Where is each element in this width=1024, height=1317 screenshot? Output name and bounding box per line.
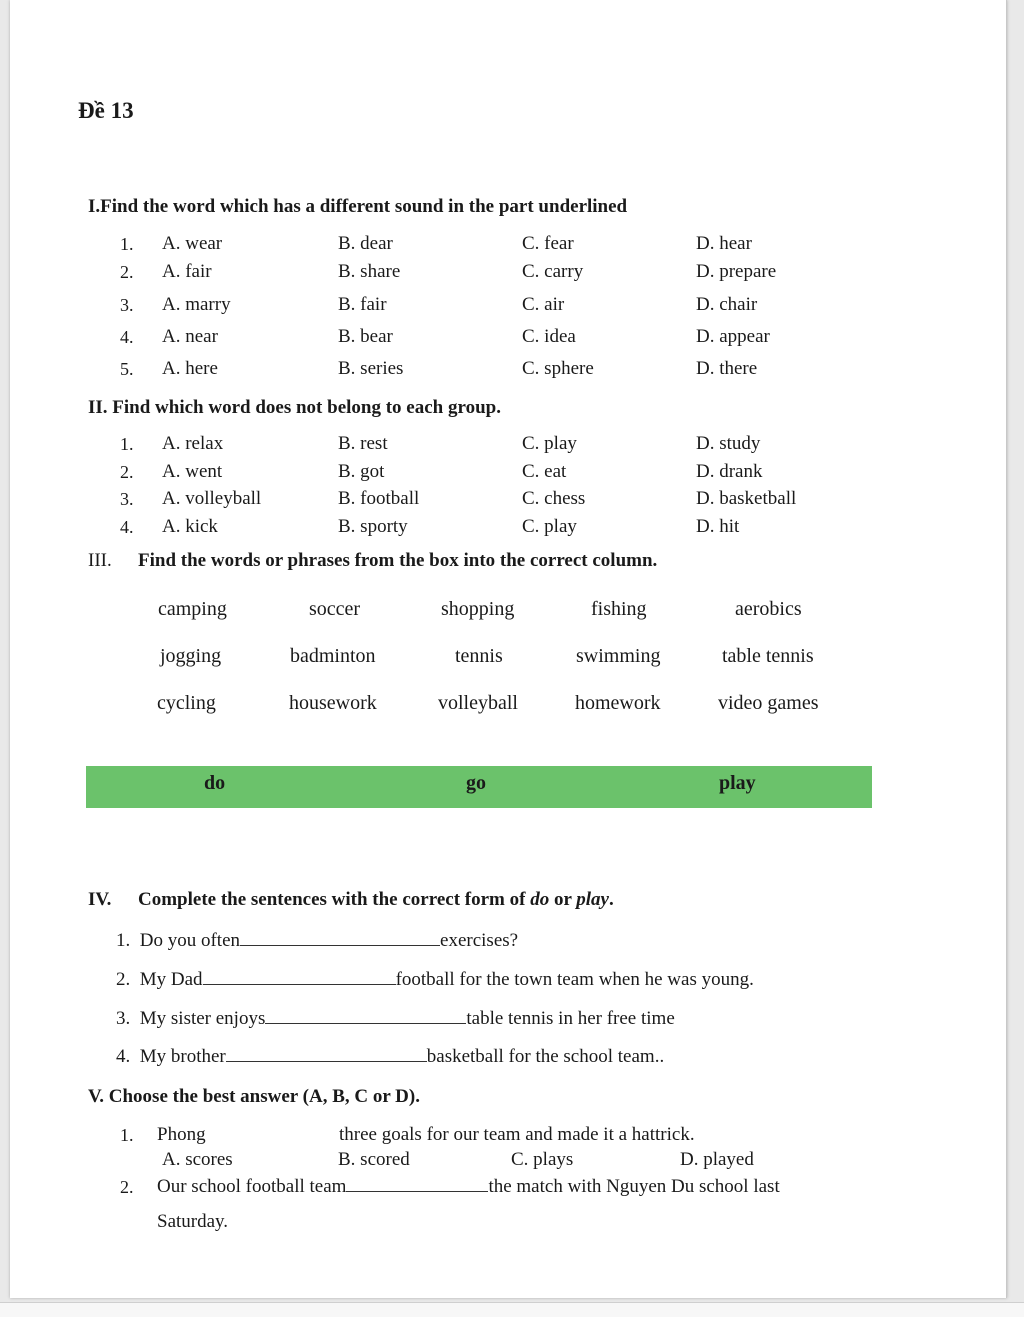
section2-heading: II. Find which word does not belong to each group. (88, 397, 501, 418)
q2-number: 2. (120, 1177, 134, 1197)
section2-item-2-option-d[interactable]: D. drank (696, 461, 763, 482)
word-box-item[interactable]: badminton (290, 645, 376, 667)
q1-option-d[interactable]: D. played (680, 1149, 754, 1170)
section1-item-2-number: 2. (120, 262, 134, 282)
section1-item-5-option-c[interactable]: C. sphere (522, 358, 594, 379)
word-box-item[interactable]: tennis (455, 645, 503, 667)
section2-item-2-option-c[interactable]: C. eat (522, 461, 567, 482)
section1-item-2-option-d[interactable]: D. prepare (696, 261, 777, 282)
word-box-item[interactable]: cycling (157, 692, 216, 714)
section1-item-2-option-b[interactable]: B. share (338, 261, 401, 282)
section1-item-4-option-d[interactable]: D. appear (696, 326, 770, 347)
q1-option-c[interactable]: C. plays (511, 1149, 574, 1170)
q2-stem-line2: Saturday. (157, 1211, 229, 1232)
section2-item-1-option-d[interactable]: D. study (696, 433, 761, 454)
section1-item-1-option-b[interactable]: B. dear (338, 233, 393, 254)
section2-item-2-number: 2. (120, 462, 134, 482)
section1-item-1-option-a[interactable]: A. wear (162, 233, 223, 254)
section1-item-5-option-a[interactable]: A. here (162, 358, 218, 379)
page-title: Đề 13 (78, 98, 134, 123)
section2-item-1-option-a[interactable]: A. relax (162, 433, 224, 454)
fill-item-2: 2. My Dad football for the town team when he was young. (116, 969, 754, 990)
section2-item-3-number: 3. (120, 489, 134, 509)
section2-item-4-option-b[interactable]: B. sporty (338, 516, 408, 537)
answer-blank[interactable] (203, 970, 396, 985)
section1-item-3-number: 3. (120, 295, 134, 315)
section2-item-3-option-a[interactable]: A. volleyball (162, 488, 262, 509)
fill-item-4: 4. My brother basketball for the school team.. (116, 1046, 665, 1067)
word-box-item[interactable]: camping (158, 598, 227, 620)
section1-item-5-option-d[interactable]: D. there (696, 358, 758, 379)
section1-item-4-option-a[interactable]: A. near (162, 326, 218, 347)
section1-item-3-option-c[interactable]: C. air (522, 294, 565, 315)
answer-blank[interactable] (240, 931, 440, 946)
answer-blank[interactable] (265, 1009, 466, 1024)
fill-item-1: 1. Do you often exercises? (116, 930, 519, 951)
section1-item-4-option-b[interactable]: B. bear (338, 326, 393, 347)
q1-option-a[interactable]: A. scores (162, 1149, 233, 1170)
section1-item-1-number: 1. (120, 234, 134, 254)
section1-item-5-number: 5. (120, 359, 134, 379)
section2-item-1-number: 1. (120, 434, 134, 454)
column-play: play (719, 772, 756, 794)
section2-item-3-option-c[interactable]: C. chess (522, 488, 586, 509)
word-box-item[interactable]: fishing (591, 598, 647, 620)
word-box-item[interactable]: shopping (441, 598, 515, 620)
section4-heading: Complete the sentences with the correct form of do or play. (138, 889, 614, 910)
section3-label: III. (88, 550, 112, 571)
section2-item-3-option-b[interactable]: B. football (338, 488, 420, 509)
word-box-item[interactable]: table tennis (722, 645, 814, 667)
word-box-item[interactable]: volleyball (438, 692, 518, 714)
section2-item-4-option-d[interactable]: D. hit (696, 516, 740, 537)
section1-item-5-option-b[interactable]: B. series (338, 358, 404, 379)
fill-item-3: 3. My sister enjoys table tennis in her free time (116, 1008, 675, 1029)
next-page-edge (0, 1302, 1024, 1317)
section2-item-2-option-a[interactable]: A. went (162, 461, 223, 482)
section1-heading: I.Find the word which has a different sound in the part underlined (88, 196, 628, 217)
section2-item-1-option-c[interactable]: C. play (522, 433, 577, 454)
q1-stem-pre: Phong (157, 1124, 206, 1145)
section2-item-3-option-d[interactable]: D. basketball (696, 488, 797, 509)
word-box-item[interactable]: soccer (309, 598, 361, 620)
q1-option-b[interactable]: B. scored (338, 1149, 410, 1170)
word-box-item[interactable]: swimming (576, 645, 661, 667)
section1-item-2-option-c[interactable]: C. carry (522, 261, 584, 282)
section3-heading: Find the words or phrases from the box into the correct column. (138, 550, 658, 571)
word-box-item[interactable]: housework (289, 692, 377, 714)
section4-label: IV. (88, 889, 112, 910)
answer-blank[interactable] (346, 1177, 488, 1192)
section2-item-4-option-a[interactable]: A. kick (162, 516, 218, 537)
section1-item-3-option-d[interactable]: D. chair (696, 294, 758, 315)
q1-number: 1. (120, 1125, 134, 1145)
section1-item-3-option-b[interactable]: B. fair (338, 294, 387, 315)
section1-item-2-option-a[interactable]: A. fair (162, 261, 212, 282)
word-box-item[interactable]: video games (718, 692, 819, 714)
section1-item-3-option-a[interactable]: A. marry (162, 294, 231, 315)
section2-item-1-option-b[interactable]: B. rest (338, 433, 388, 454)
q1-stem-post: three goals for our team and made it a hattrick. (339, 1124, 695, 1145)
answer-blank[interactable] (226, 1047, 427, 1062)
section1-item-1-option-d[interactable]: D. hear (696, 233, 752, 254)
section2-item-2-option-b[interactable]: B. got (338, 461, 385, 482)
section1-item-1-option-c[interactable]: C. fear (522, 233, 574, 254)
section1-item-4-number: 4. (120, 327, 134, 347)
word-box-item[interactable]: jogging (160, 645, 222, 667)
column-go: go (466, 772, 486, 794)
section5-heading: V. Choose the best answer (A, B, C or D). (88, 1086, 420, 1107)
section2-item-4-option-c[interactable]: C. play (522, 516, 577, 537)
column-do: do (204, 772, 226, 794)
section1-item-4-option-c[interactable]: C. idea (522, 326, 576, 347)
q2-stem: Our school football team the match with Nguyen Du school last (157, 1176, 780, 1197)
word-box-item[interactable]: aerobics (735, 598, 802, 620)
word-box-item[interactable]: homework (575, 692, 661, 714)
section2-item-4-number: 4. (120, 517, 134, 537)
